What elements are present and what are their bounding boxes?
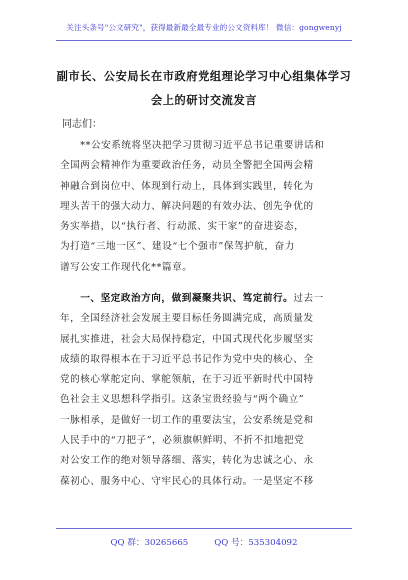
paragraph-line: 过去一	[293, 293, 324, 304]
paragraph-line: 成绩的取得根本在于习近平总书记作为党中央的核心、全	[60, 353, 314, 365]
section-1	[60, 289, 360, 492]
paragraph-line: 对公安工作的绝对领导落细、落实，转化为忠诚之心、永	[60, 455, 314, 467]
paragraph-line: 为打造“三地一区”、建设“七个强市”保驾护航，奋力	[60, 241, 295, 253]
salutation: 同志们：	[62, 119, 102, 130]
paragraph-line: 神融合到岗位中、体现到行动上，具体到实践里，转化为	[60, 180, 314, 192]
paragraph-line: 谱写公安工作现代化**篇章。	[60, 261, 193, 273]
paragraph-line: 党的核心掌舵定向、掌舵领航，在于习近平新时代中国特	[60, 374, 314, 386]
page-header-banner: 关注头条号"公文研究"，获得最新最全最专业的公文资料库！ 微信：gongwenyj	[66, 23, 342, 32]
title-line-1: 副市长、公安局长在市政府党组理论学习中心组集体学习	[56, 69, 352, 83]
title-line-2: 会上的研讨交流发言	[150, 93, 258, 107]
paragraph-line: 葆初心、服务中心、守牢民心的具体行动。一是坚定不移	[60, 475, 314, 487]
paragraph-line: 全国两会精神作为重要政治任务，动员全警把全国两会精	[60, 160, 314, 172]
section-1-first-line	[60, 289, 360, 309]
paragraph-line: 人民手中的“刀把子”，必须旗帜鲜明、不折不扣地把党	[60, 435, 305, 447]
paragraph-intro	[60, 136, 360, 278]
paragraph-line: 年，全国经济社会发展主要目标任务圆满完成，高质量发	[60, 313, 314, 325]
paragraph-line: 展扎实推进，社会大局保持稳定，中国式现代化步履坚实	[60, 333, 314, 345]
footer-qq-group: QQ 群：30265665	[110, 538, 189, 548]
paragraph-line: 色社会主义思想科学指引。这条宝贵经验与“两个确立”	[60, 394, 305, 406]
header-divider	[56, 40, 352, 41]
paragraph-line: 一脉相承，是做好一切工作的重要法宝，公安系统是党和	[60, 414, 314, 426]
footer-divider	[56, 528, 352, 529]
paragraph-line: 务实举措，以“执行者、行动派、实干家”的奋进姿态，	[60, 221, 305, 233]
page-footer	[0, 536, 408, 548]
paragraph-line: 埋头苦干的强大动力、解决问题的有效办法、创先争优的	[60, 200, 314, 212]
section-1-heading: 一、坚定政治方向，做到凝聚共识、笃定前行。	[60, 293, 294, 304]
paragraph-line: **公安系统将坚决把学习贯彻习近平总书记重要讲话和	[60, 140, 325, 151]
footer-qq-number: QQ 号：535304092	[214, 538, 298, 548]
document-title	[40, 64, 368, 112]
